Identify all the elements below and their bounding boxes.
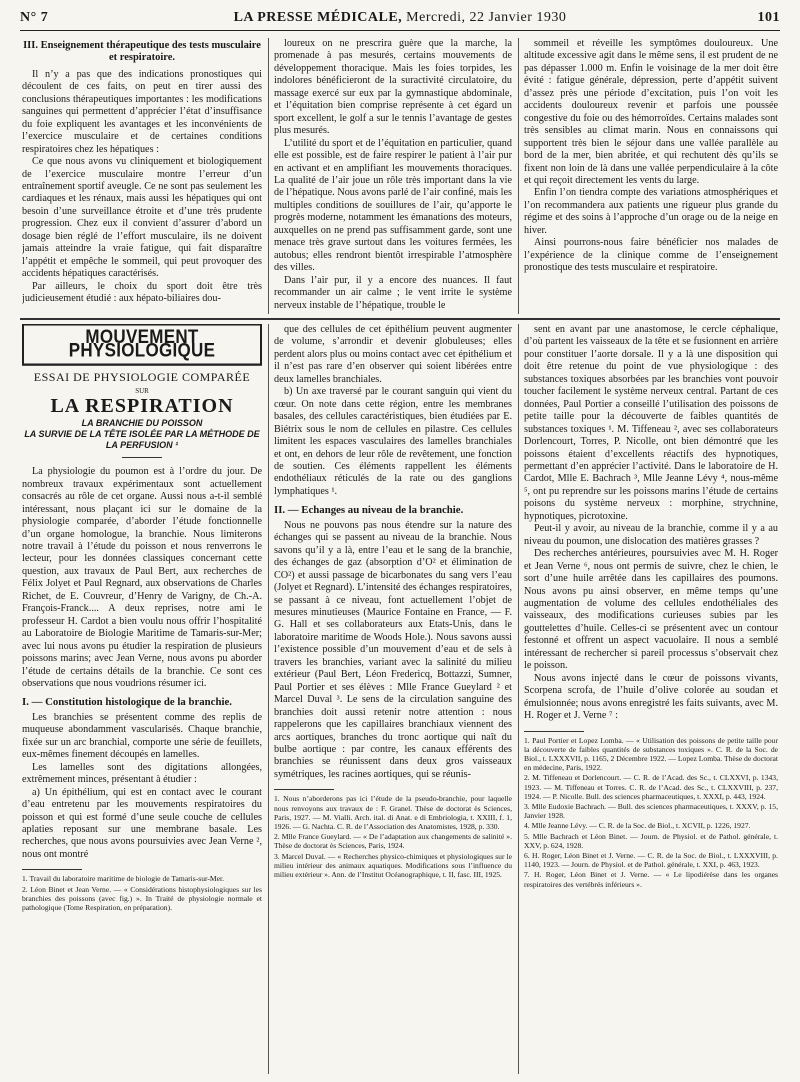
footnote: 3. Marcel Duval. — « Recherches physico-chimiques et physiologiques sur le milieu intérieur des animaux aquatiques. Modifications sous l’influence du milieu extérieur ». Ann. de l’Institut Océanographique, t. II, fasc. III, 1925.: [274, 851, 512, 879]
bottom-c2-footnotes: [274, 794, 512, 879]
bottom-c1-intro: [22, 466, 262, 690]
footnote: 5. Mlle Bachrach et Léon Binet. — Journ. de Physiol. et de Pathol. générale, t. XXV, p. 624, 1928.: [524, 831, 778, 850]
mouvement-physiologique-masthead: MOUVEMENT PHYSIOLOGIQUE: [22, 324, 262, 366]
footnote: 2. Léon Binet et Jean Verne. — « Considérations histophysiologiques sur les branchies des poissons (avec fig.) ». In Traité de physiologie normale et pathologique (Tome Respiration, en préparation).: [22, 884, 262, 912]
paragraph: Des recherches antérieures, poursuivies avec M. H. Roger et Jean Verne ⁶, nous ont permis de suivre, chez le chien, le sort d’une huile arrêtée dans les capillaires des poumons. Nous avons pu ainsi observer, en même temps qu’une augmentation de volume des cellules endothéliales des vaisseaux, des modifications curieuses subies par les gouttelettes d’huile. Celles-ci se présentent avec un contour festonné et offrent un aspect vacuolaire. Il nous a semblé intéressant de rechercher si pareil processus s’observait chez le poisson.: [524, 548, 778, 672]
bottom-c3-footnotes: [524, 736, 778, 889]
page-header: [20, 8, 780, 31]
paragraph: loureux on ne prescrira guère que la marche, la promenade à pas mesurés, certains mouvements de développement thoracique. Mais les foies torpides, les indolores bénéficieront de la suractivité circulatoire, du massage exercé sur eux par la gymnastique abdominale, et l’équitation bien comprise représente à cet égard un sport excellent, le golf a sur le tennis l’avantage de gestes plus mesurés.: [274, 38, 512, 137]
essay-main-title: LA RESPIRATION: [50, 394, 234, 417]
footnote-rule: [274, 789, 334, 790]
footnote: 6. H. Roger, Léon Binet et J. Verne. — C. R. de la Soc. de Biol., t. LXXXVIII, p. 1140, 1923. — Journ. de Physiol. et de Pathol. générale, t. XXI, p. 463, 1923.: [524, 850, 778, 870]
section-heading-therapeutic: III. Enseignement thérapeutique des tests musculaire et respiratoire.: [23, 40, 261, 64]
page-number: 101: [757, 10, 780, 25]
top-column-1: [22, 38, 262, 314]
footnote: 7. H. Roger, Léon Binet et J. Verne. — « Le lipodiérèse dans les organes respiratoires des vertébrés inférieurs ».: [524, 870, 778, 889]
issue-number: N° 7: [20, 10, 49, 25]
paragraph: Enfin l’on tiendra compte des variations atmosphériques et l’on recommandera aux patients une rigueur plus grande du régime et des soins à l’approche d’un orage ou de la neige en hiver.: [524, 187, 778, 236]
top-c3-paragraphs: [524, 38, 778, 275]
paragraph: Par ailleurs, le choix du sport doit être très judicieusement étudié : aux hépato-biliaires dou-: [22, 280, 262, 305]
footnote: 1. Nous n’aborderons pas ici l’étude de la pseudo-branchie, pour laquelle nous renvoyons aux travaux de : F. Granel. Thèse de doctorat ès Sciences, Paris, 1927. — M. Vialli. Arch. ital. di Anat. e di Embriologia, t. XXIII, f. 1, 1926. — G. Nachta. C. R. de l’Association des Anatomistes, 1928, p. 330.: [274, 794, 512, 831]
bottom-column-3: [524, 324, 778, 1074]
journal-title: [20, 10, 780, 26]
top-c2-paragraphs: [274, 38, 512, 312]
footnote-rule: [22, 869, 82, 870]
paragraph: Dans l’air pur, il y a encore des nuances. Il faut recommander un air calme ; le vent irrite le système nerveux instable de l’hépatique, trouble le: [274, 274, 512, 311]
essay-sur: SUR: [135, 387, 149, 396]
paragraph: Il n’y a pas que des indications pronostiques qui découlent de ces faits, on peut en tirer aussi des conclusions thérapeutiques importantes : les modifications sanguines qui permettent d’apprécier l’état d’insuffisance du foie expliquent les avantages et les inconvénients de l’exercice musculaire et de certaines conditions respiratoires chez les hépatiques :: [22, 68, 262, 155]
footnote: 1. Paul Portier et Lopez Lomba. — « Utilisation des poissons de petite taille pour la découverte de faibles quantités de substances toxiques ». C. R. de la Soc. de Biol., t. LXXXVII, p. 1165, 2 Décembre 1922. — Lopez Lomba. Thèse de doctorat en médecine, Paris, 1922.: [524, 735, 778, 773]
subtitle-rule: [122, 457, 162, 458]
essay-subtitle-2: LA SURVIE DE LA TÊTE ISOLÉE PAR LA MÉTHODE DE LA PERFUSION ¹: [24, 429, 260, 451]
bottom-c1-footnotes: [22, 874, 262, 912]
footnote: 1. Travail du laboratoire maritime de biologie de Tamaris-sur-Mer.: [22, 874, 225, 884]
bottom-column-2: [274, 324, 512, 1074]
bottom-c3-paragraphs: [524, 324, 778, 723]
bottom-column-1: [22, 324, 262, 1074]
journal-name: LA PRESSE MÉDICALE,: [233, 10, 403, 25]
paragraph: sommeil et réveille les symptômes douloureux. Une altitude excessive agit dans le même sens, il est prudent de ne pas dépasser 1.000 m. Enfin le voisinage de la mer doit être évité : fatigue générale, dépression, perte d’appétit suivent d’assez près une période d’excitation, puis l’on voit les accidents douloureux revenir et parfois une poussée congestive du foie ou des hémorroïdes. Certains malades sont très sensibles au climat marin. Nous en connaissons qui supportent très bien le séjour dans une vallée parallèle au bord de la mer, bien abritée, et qui rechutent dès qu’ils se fixent non loin de là dans une vallée perpendiculaire à la côte et qui reçoit directement les vents du large.: [524, 38, 778, 186]
section-divider: [20, 318, 780, 320]
footnote: 2. M. Tiffeneau et Dorlencourt. — C. R. de l’Acad. des Sc., t. CLXXVI, p. 1343, 1923. — M. Tiffeneau et Torres. C. R. de l’Acad. des Sc., t. CLXXVIII, p. 237, 1924. — P. Nicolle. Bull. des sciences pharmaceutiques, t. XXXI, p. 443, 1924.: [524, 773, 778, 801]
issue-date: Mercredi, 22 Janvier 1930: [402, 10, 567, 25]
footnote: 2. Mlle France Gueylard. — « De l’adaptation aux changements de salinité ». Thèse de doctorat ès Sciences, Paris, 1924.: [274, 832, 512, 851]
paragraph: sent en avant par une anastomose, le cercle céphalique, d’où partent les vaisseaux de la tête et se fusionnent en arrière pour constituer l’aorte dorsale. Il y a là une disposition qui doit être retenue du point de vue physiologique : des substances toxiques absorbées par les branchies vont pouvoir toucher facilement le système nerveux central. Partant de ces données, Paul Portier a conseillé l’utilisation des poissons de petite taille pour la découverte de faibles quantités de substances toxiques ¹. M. Tiffeneau ², avec ses collaborateurs Dorlencourt, Torres, P. Nicolle, ont bien démontré que les poissons étaient d’excellents réactifs des hypnotiques, permettant d’en apprécier l’activité. Dans le laboratoire de H. Cardot, Mlle E. Bachrach ³, Mlle Jeanne Lévy ⁴, nous-même ⁵, ont pu reprendre sur les poissons marins l’étude de certains poisons du système nerveux : morphine, strychnine, hypnotiques, picrotoxine.: [524, 324, 778, 522]
footnote: 3. Mlle Eudoxie Bachrach. — Bull. des sciences pharmaceutiques, t. XXXV, p. 15, Janvier 1928.: [524, 801, 778, 821]
column-rule: [268, 38, 269, 314]
bottom-c2-paragraphs-2: [274, 520, 512, 782]
top-c1-paragraphs: [22, 69, 262, 306]
top-column-3: [524, 38, 778, 314]
bottom-c2-paragraphs: [274, 324, 512, 498]
paragraph: Peut-il y avoir, au niveau de la branchie, comme il y a au niveau du poumon, une dislocation des matières grasses ?: [524, 523, 778, 547]
essay-title: ESSAI DE PHYSIOLOGIE COMPARÉE: [33, 369, 251, 384]
paragraph: a) Un épithélium, qui est en contact avec le courant d’eau entretenu par les mouvements respiratoires du poisson et qui est formé d’une seule couche de cellules aplaties reposant sur une membrane basale. Les recherches, que nous avons poursuivies avec Jean Verne ², nous ont montré: [22, 786, 262, 860]
paragraph: Nous avons injecté dans le cœur de poissons vivants, Scorpena scrofa, de l’huile d’olive colorée au soudan et émulsionnée; nous avons enregistré les faits suivants, avec M. H. Roger et J. Verne ⁷ :: [524, 672, 778, 722]
column-rule: [518, 324, 519, 1074]
paragraph: Ainsi pourrons-nous faire bénéficier nos malades de l’expérience de la clinique comme de l’enseignement pronostique des tests musculaire et respiratoire.: [524, 237, 778, 274]
paragraph: Les lamelles sont des digitations allongées, extrêmement minces, présentant à étudier :: [22, 761, 262, 786]
section-heading-histology: I. — Constitution histologique de la branchie.: [22, 696, 232, 709]
essay-subtitle-1: LA BRANCHIE DU POISSON: [81, 418, 203, 429]
paragraph: Nous ne pouvons pas nous étendre sur la nature des échanges qui se passent au niveau de la branchie. Nous savons qu’il y a là, entre l’eau et le sang de la branchie, des échanges de gaz (absorption d’O² et élimination de CO²) et aussi passage de bicarbonates du sang vers l’eau (Jolyet et Regnard). L’intensité des échanges respiratoires, se passant à ce niveau, font actuellement l’objet de mesures minutieuses (Maurice Fontaine en France, — F. G. Hall et ses collaborateurs aux Etats-Unis, dans le laboratoire maritime de Woods Hole.). Nous savons aussi l’existence possible d’un mouvement d’eau et de sels à travers les branchies, variant avec la salinité du milieu extérieur (Paul Bert, Léon Fredericq, Bottazzi, Sumner, Paul Portier et ses élèves : Mlle France Gueylard ² et Marcel Duval ³. Le sens de la circulation sanguine des branchies doit aussi retenir notre attention : nous rappelerons que les capillaires branchiaux viennent des arcs aortiques, branches du tronc aortique qui naît du bulbe aortique : par contre, les canaux efférents des branchies se réunissent dans deux gros vaisseaux symétriques, les racines aortiques, qui se réunis-: [274, 519, 512, 780]
paragraph: b) Un axe traversé par le courant sanguin qui vient du cœur. On note dans cette région, entre les membranes basales, des cellules caractéristiques, bien étudiées par E. Biétrix sous le nom de cellules en pilastre. Ces cellules limitent les espaces vasculaires des lamelles branchiales et ont, en dehors de leur rôle de revêtement, une fonction de soutien. Ces éléments rappellent les éléments endothéliaux réticulés de la rate ou des ganglions lymphatiques ¹.: [274, 386, 512, 497]
footnote: 4. Mlle Jeanne Lévy. — C. R. de la Soc. de Biol., t. XCVII, p. 1226, 1927.: [524, 821, 751, 831]
column-rule: [268, 324, 269, 1074]
paragraph: La physiologie du poumon est à l’ordre du jour. De nombreux travaux expérimentaux sont actuellement consacrés au rôle de cet organe. Aussi nous a-t-il semblé intéressant, nous plaçant ici sur le domaine de la physiologie comparée, d’aborder l’étude fonctionnelle d’un organe homologue, la branchie. Nous limiterons notre travail à l’étude du poisson et nous renverrons le lecteur, pour les données classiques concernant cette question, aux travaux de Paul Bert, aux recherches de Félix Jolyet et Paul Regnard, aux observations de Charles Richet, de E. Couvreur, d’Henry de Varigny, de Ch.-A. François-Franck.... A deux reprises, notre ami le professeur H. Cardot a bien voulu nous offrir l’hospitalité au Laboratoire de Biologie Maritime de Tamaris-sur-Mer; avec lui nous avons pu étudier la respiration de plusieurs poissons marins; avec Jean Verne, nous avons pu aborder l’étude de certains détails de la branchie. Ce sont ces observations que nous voudrions résumer ici.: [22, 466, 262, 689]
column-rule: [518, 38, 519, 314]
bottom-c1-paragraphs: [22, 712, 262, 861]
paragraph: Ce que nous avons vu cliniquement et biologiquement de l’exercice musculaire montre l’erreur d’un entraînement sportif aveugle. Ce ne sont pas seulement les cardiaques et les rénaux, mais aussi les hépatiques qui ont besoin d’une surveillance étroite et d’une très prudente progression. Chez eux il convient d’assurer d’abord un dosage bien réglé de l’effort musculaire, ils ne doivent jamais atteindre la vraie fatigue, qui fait disparaître l’appétit et empêche le sommeil, qui peut provoquer des accidents hépatiques caractérisés.: [22, 156, 262, 280]
paragraph: que des cellules de cet épithélium peuvent augmenter de volume, s’arrondir et devenir globuleuses; elles perdent alors plus ou moins contact avec cet épithélium et il n’est pas rare d’en observer qui soient libérées entre deux lamelles branchiales.: [274, 324, 512, 385]
paragraph: L’utilité du sport et de l’équitation en particulier, quand elle est possible, est de faire respirer le patient à l’air pur en activant et en amplifiant les mouvements thoraciques. La qualité de l’air joue un rôle très important dans la vie de l’hépatique. Nous avons parlé de l’air confiné, mais les multiples conditions de souillures de l’air, qu’apporte le progrès moderne, notamment les émanations des moteurs, auxquelles on ne prend pas suffisamment garde, sont une menace très grave surtout dans les voitures fermées, les autobus; elles rendront bientôt irrespirable l’atmosphère des villes.: [274, 137, 512, 274]
paragraph: Les branchies se présentent comme des replis de muqueuse abondamment vascularisés. Chaque branchie, fixée sur un arc branchial, comporte une série de feuillets, eux-mêmes finement découpés en lamelles.: [22, 711, 262, 761]
section-heading-exchanges: II. — Echanges au niveau de la branchie.: [274, 504, 464, 517]
top-column-2: [274, 38, 512, 314]
footnote-rule: [524, 731, 584, 732]
